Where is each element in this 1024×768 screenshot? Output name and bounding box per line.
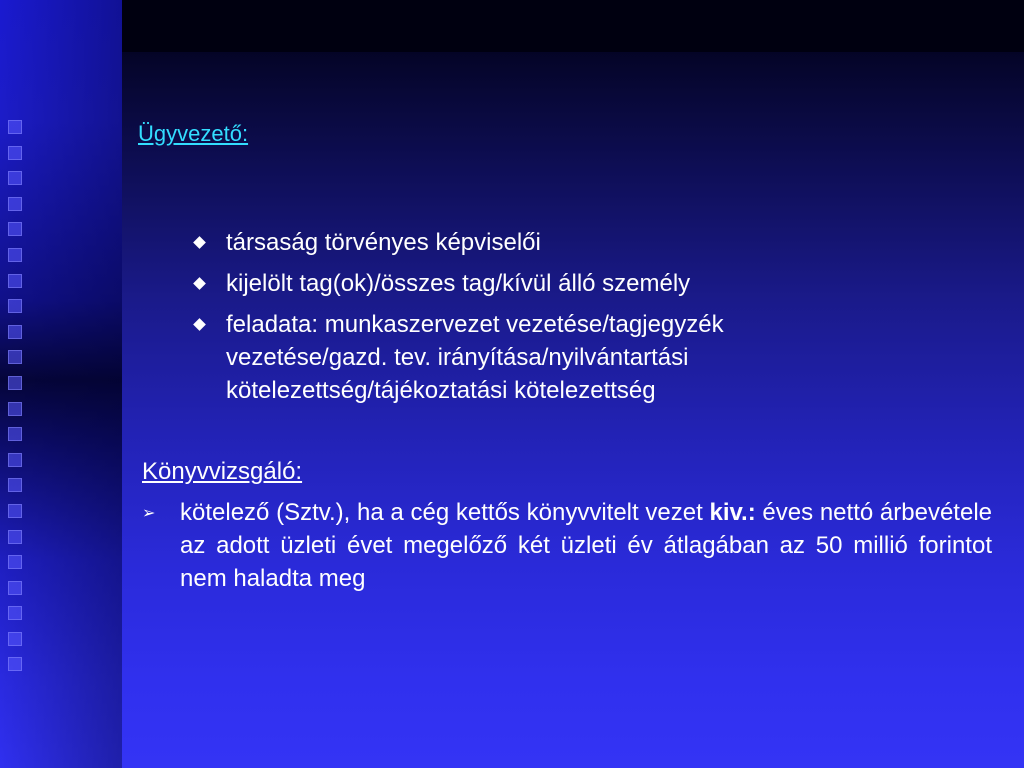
square-icon — [8, 274, 22, 288]
diamond-bullet-icon — [193, 318, 206, 331]
square-icon — [8, 632, 22, 646]
arrow-item-text-start: kötelező (Sztv.), ha a cég kettős könyvvitelt vezet — [180, 499, 710, 526]
square-icon — [8, 402, 22, 416]
slide-title[interactable]: Ügyvezető: — [138, 121, 249, 146]
square-icon — [8, 504, 22, 518]
square-icon — [8, 453, 22, 467]
list-item-text: társaság törvényes képviselői — [226, 229, 541, 256]
arrow-list-item — [142, 496, 992, 595]
square-icon — [8, 299, 22, 313]
left-decorative-strip — [0, 0, 122, 768]
list-item — [192, 267, 832, 300]
square-icon — [8, 325, 22, 339]
arrow-item-text-end: éves nettó árbevétele az adott üzleti évet megelőző két üzleti év átlagában az 50 millió forintot nem haladta meg — [180, 499, 993, 592]
top-band — [122, 0, 1024, 52]
section-heading: Könyvvizsgáló: — [142, 458, 303, 485]
square-icon — [8, 248, 22, 262]
arrow-item-bold: kiv.: — [709, 499, 756, 526]
square-icon — [8, 581, 22, 595]
square-icon — [8, 120, 22, 134]
list-item-text: kijelölt tag(ok)/összes tag/kívül álló személy — [226, 270, 691, 297]
square-icon — [8, 146, 22, 160]
diamond-bullet-icon — [193, 236, 206, 249]
square-icon — [8, 478, 22, 492]
square-icon — [8, 171, 22, 185]
square-icon — [8, 657, 22, 671]
square-icon — [8, 555, 22, 569]
list-item — [192, 226, 832, 259]
square-icon — [8, 222, 22, 236]
square-icon — [8, 427, 22, 441]
bullet-list — [192, 226, 832, 415]
list-item-text: feladata: munkaszervezet vezetése/tagjegyzék vezetése/gazd. tev. irányítása/nyilvántartási kötelezettség/tájékoztatási kötelezettség — [226, 311, 724, 404]
decorative-squares — [8, 120, 28, 683]
square-icon — [8, 197, 22, 211]
arrow-item-text — [180, 496, 992, 595]
square-icon — [8, 606, 22, 620]
square-icon — [8, 376, 22, 390]
arrow-bullet-icon: ➢ — [142, 505, 156, 522]
list-item — [192, 308, 832, 407]
square-icon — [8, 530, 22, 544]
square-icon — [8, 350, 22, 364]
diamond-bullet-icon — [193, 277, 206, 290]
